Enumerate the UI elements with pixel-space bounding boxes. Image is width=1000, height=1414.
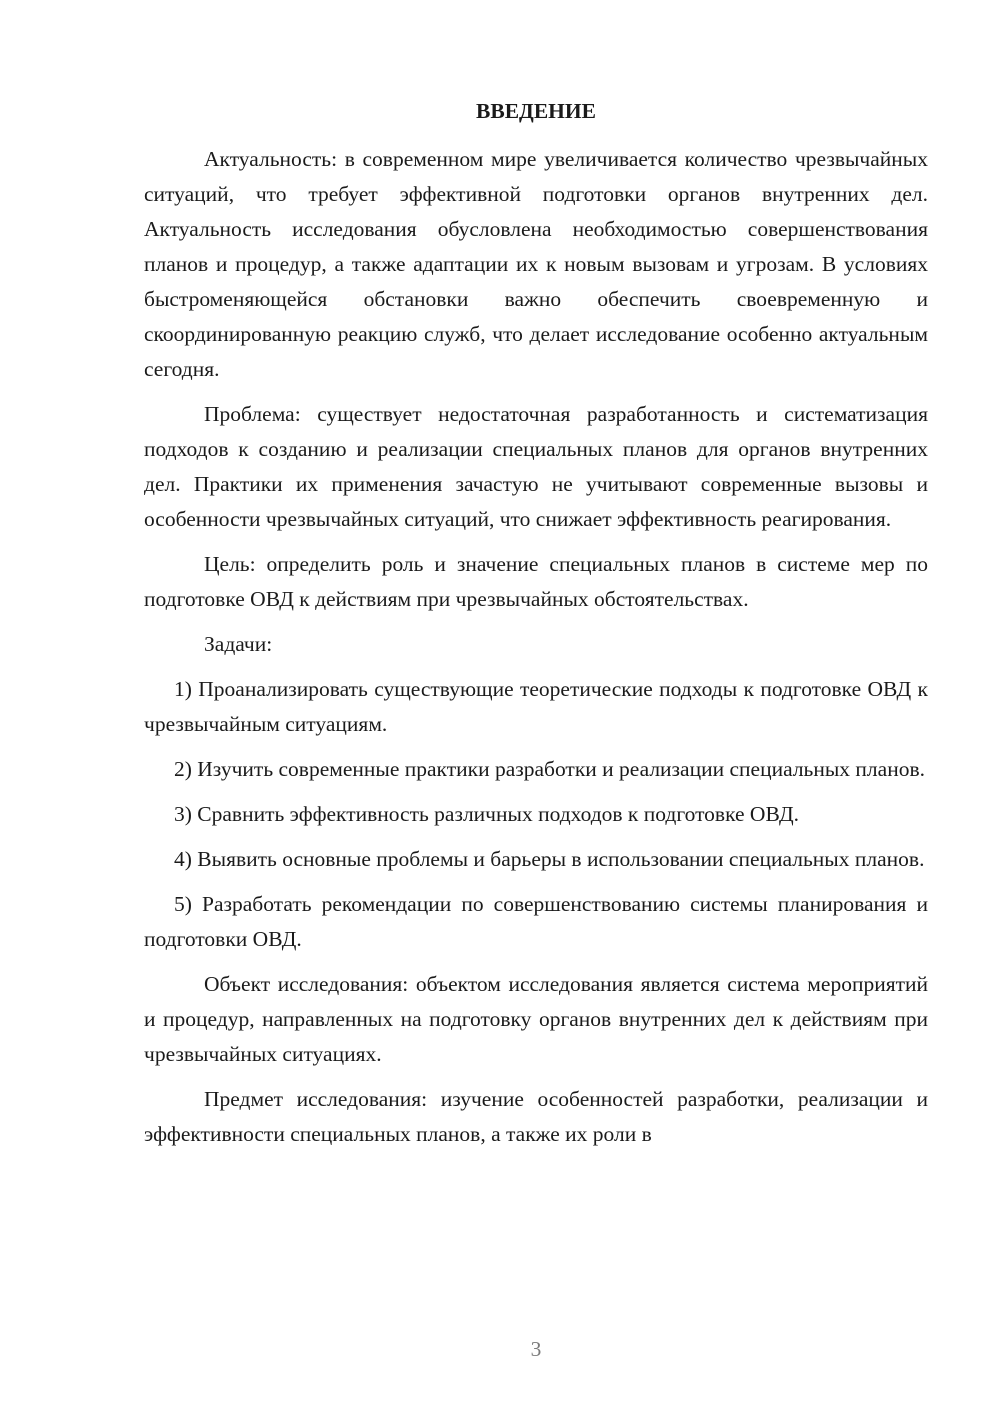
task-item-3: 3) Сравнить эффективность различных подходов к подготовке ОВД.	[174, 802, 800, 826]
subject-paragraph: Предмет исследования: изучение особенностей разработки, реализации и эффективности специальных планов, а также их роли в	[144, 1087, 928, 1146]
tasks-heading: Задачи:	[204, 632, 273, 656]
problem-paragraph: Проблема: существует недостаточная разработанность и систематизация подходов к созданию и реализации специальных планов для органов внутренних дел. Практики их применения зачастую не учитывают современные вызовы и особенности чрезвычайных ситуаций, что снижает эффективность реагирования.	[144, 402, 928, 531]
task-item-4: 4) Выявить основные проблемы и барьеры в использовании специальных планов.	[174, 847, 925, 871]
page-title: ВВЕДЕНИЕ	[476, 99, 596, 123]
task-item-5: 5) Разработать рекомендации по совершенствованию системы планирования и подготовки ОВД.	[144, 892, 928, 951]
object-paragraph: Объект исследования: объектом исследования является система мероприятий и процедур, направленных на подготовку органов внутренних дел к действиям при чрезвычайных ситуациях.	[144, 972, 928, 1066]
page-number: 3	[530, 1337, 542, 1361]
goal-paragraph: Цель: определить роль и значение специальных планов в системе мер по подготовке ОВД к действиям при чрезвычайных обстоятельствах.	[144, 552, 928, 611]
relevance-paragraph: Актуальность: в современном мире увеличивается количество чрезвычайных ситуаций, что требует эффективной подготовки органов внутренних дел. Актуальность исследования обусловлена необходимостью совершенствования планов и процедур, а также адаптации их к новым вызовам и угрозам. В условиях быстроменяющейся обстановки важно обеспечить своевременную и скоординированную реакцию служб, что делает исследование особенно актуальным сегодня.	[144, 147, 928, 381]
task-item-2: 2) Изучить современные практики разработки и реализации специальных планов.	[174, 757, 925, 781]
document-body	[144, 142, 928, 1162]
task-item-1: 1) Проанализировать существующие теоретические подходы к подготовке ОВД к чрезвычайным ситуациям.	[144, 677, 928, 736]
